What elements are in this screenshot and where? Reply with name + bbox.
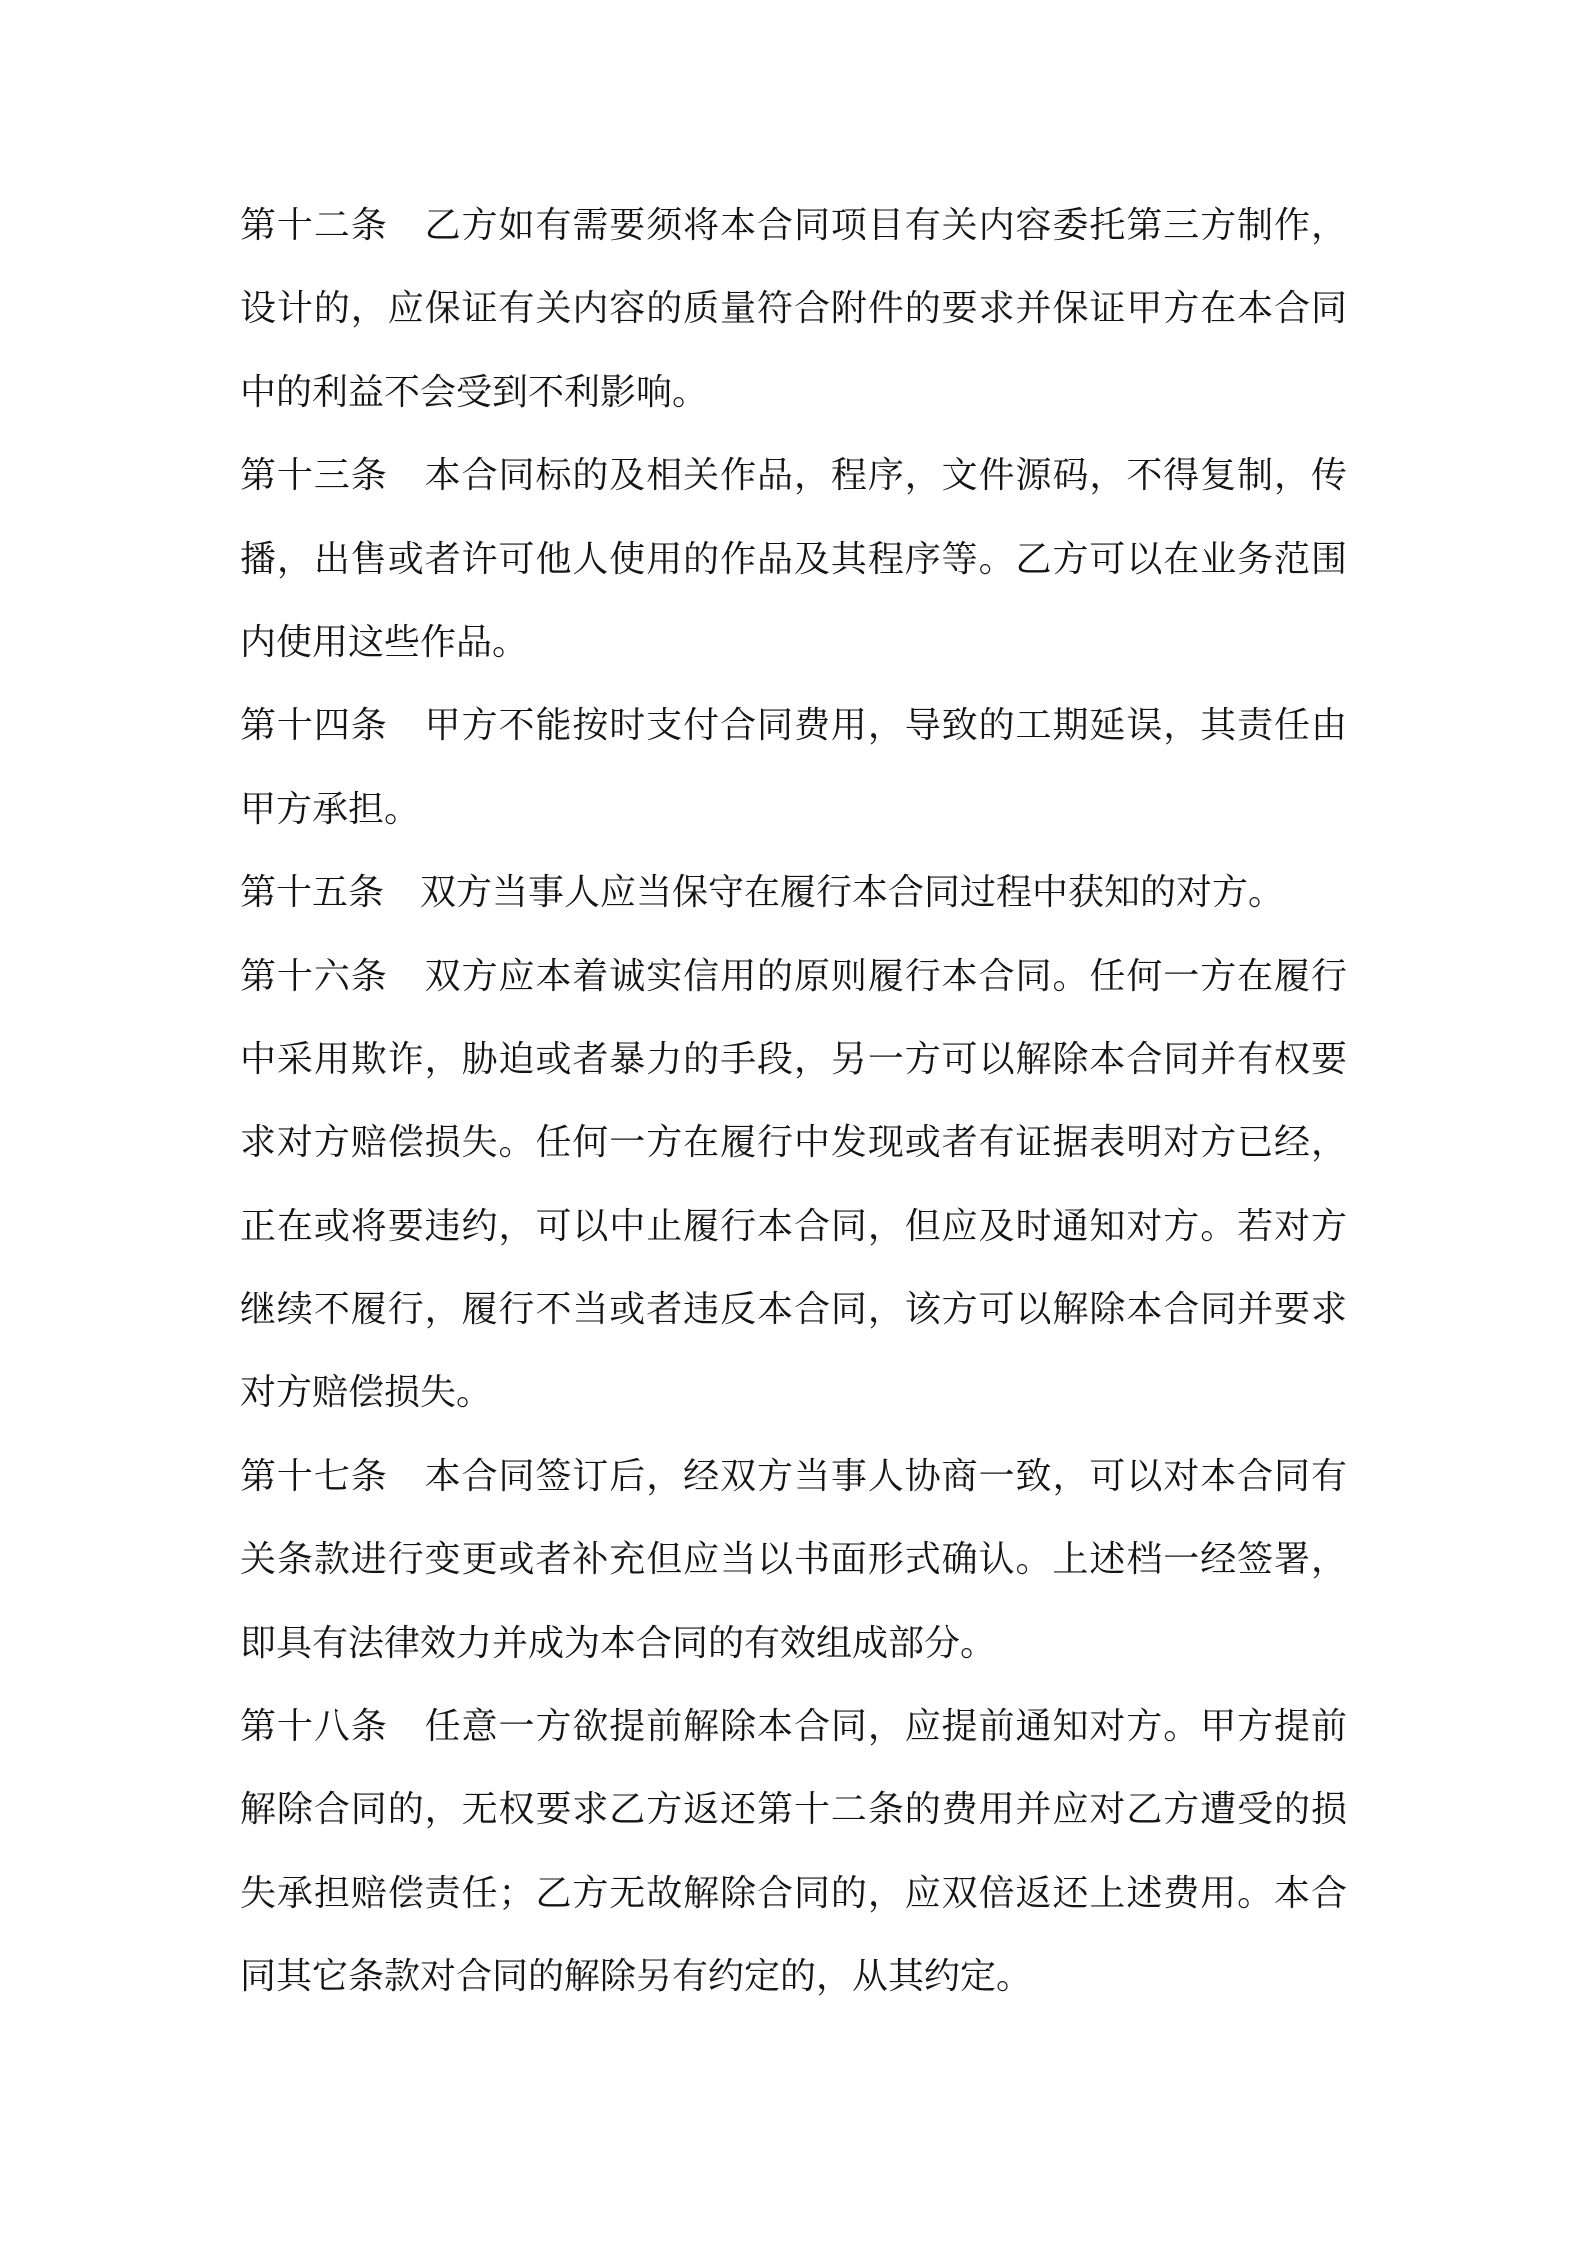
article-line: 解除合同的，无权要求乙方返还第十二条的费用并应对乙方遭受的损 xyxy=(240,1789,1347,1831)
article-line: 设计的，应保证有关内容的质量符合附件的要求并保证甲方在本合同 xyxy=(240,288,1347,330)
article-16 xyxy=(240,935,1347,1435)
article-line: 中的利益不会受到不利影响。 xyxy=(240,371,709,413)
article-17 xyxy=(240,1435,1347,1685)
article-line: 正在或将要违约，可以中止履行本合同，但应及时通知对方。若对方 xyxy=(240,1205,1347,1247)
article-15 xyxy=(240,851,1347,934)
article-13 xyxy=(240,434,1347,684)
article-line: 对方赔偿损失。 xyxy=(240,1372,493,1414)
article-line: 关条款进行变更或者补充但应当以书面形式确认。上述档一经签署， xyxy=(240,1539,1347,1581)
article-line: 继续不履行，履行不当或者违反本合同，该方可以解除本合同并要求 xyxy=(240,1289,1347,1331)
article-line: 求对方赔偿损失。任何一方在履行中发现或者有证据表明对方已经， xyxy=(240,1122,1347,1164)
article-line: 同其它条款对合同的解除另有约定的，从其约定。 xyxy=(240,1956,1033,1998)
article-line: 内使用这些作品。 xyxy=(240,621,529,663)
article-line: 中采用欺诈，胁迫或者暴力的手段，另一方可以解除本合同并有权要 xyxy=(240,1038,1347,1080)
article-14 xyxy=(240,684,1347,851)
article-18 xyxy=(240,1685,1347,2019)
article-line: 第十二条 乙方如有需要须将本合同项目有关内容委托第三方制作， xyxy=(240,205,1347,246)
article-12 xyxy=(240,184,1347,434)
article-line: 第十三条 本合同标的及相关作品，程序，文件源码，不得复制，传 xyxy=(240,455,1347,497)
article-line: 失承担赔偿责任；乙方无故解除合同的，应双倍返还上述费用。本合 xyxy=(240,1872,1347,1914)
article-line: 第十五条 双方当事人应当保守在履行本合同过程中获知的对方。 xyxy=(240,872,1285,914)
contract-body xyxy=(240,184,1347,2019)
article-line: 甲方承担。 xyxy=(240,788,421,830)
article-line: 第十八条 任意一方欲提前解除本合同，应提前通知对方。甲方提前 xyxy=(240,1706,1347,1748)
article-line: 即具有法律效力并成为本合同的有效组成部分。 xyxy=(240,1622,997,1664)
article-line: 第十四条 甲方不能按时支付合同费用，导致的工期延误，其责任由 xyxy=(240,705,1347,747)
article-line: 播，出售或者许可他人使用的作品及其程序等。乙方可以在业务范围 xyxy=(240,538,1347,580)
article-line: 第十六条 双方应本着诚实信用的原则履行本合同。任何一方在履行 xyxy=(240,955,1347,997)
article-line: 第十七条 本合同签订后，经双方当事人协商一致，可以对本合同有 xyxy=(240,1455,1347,1497)
